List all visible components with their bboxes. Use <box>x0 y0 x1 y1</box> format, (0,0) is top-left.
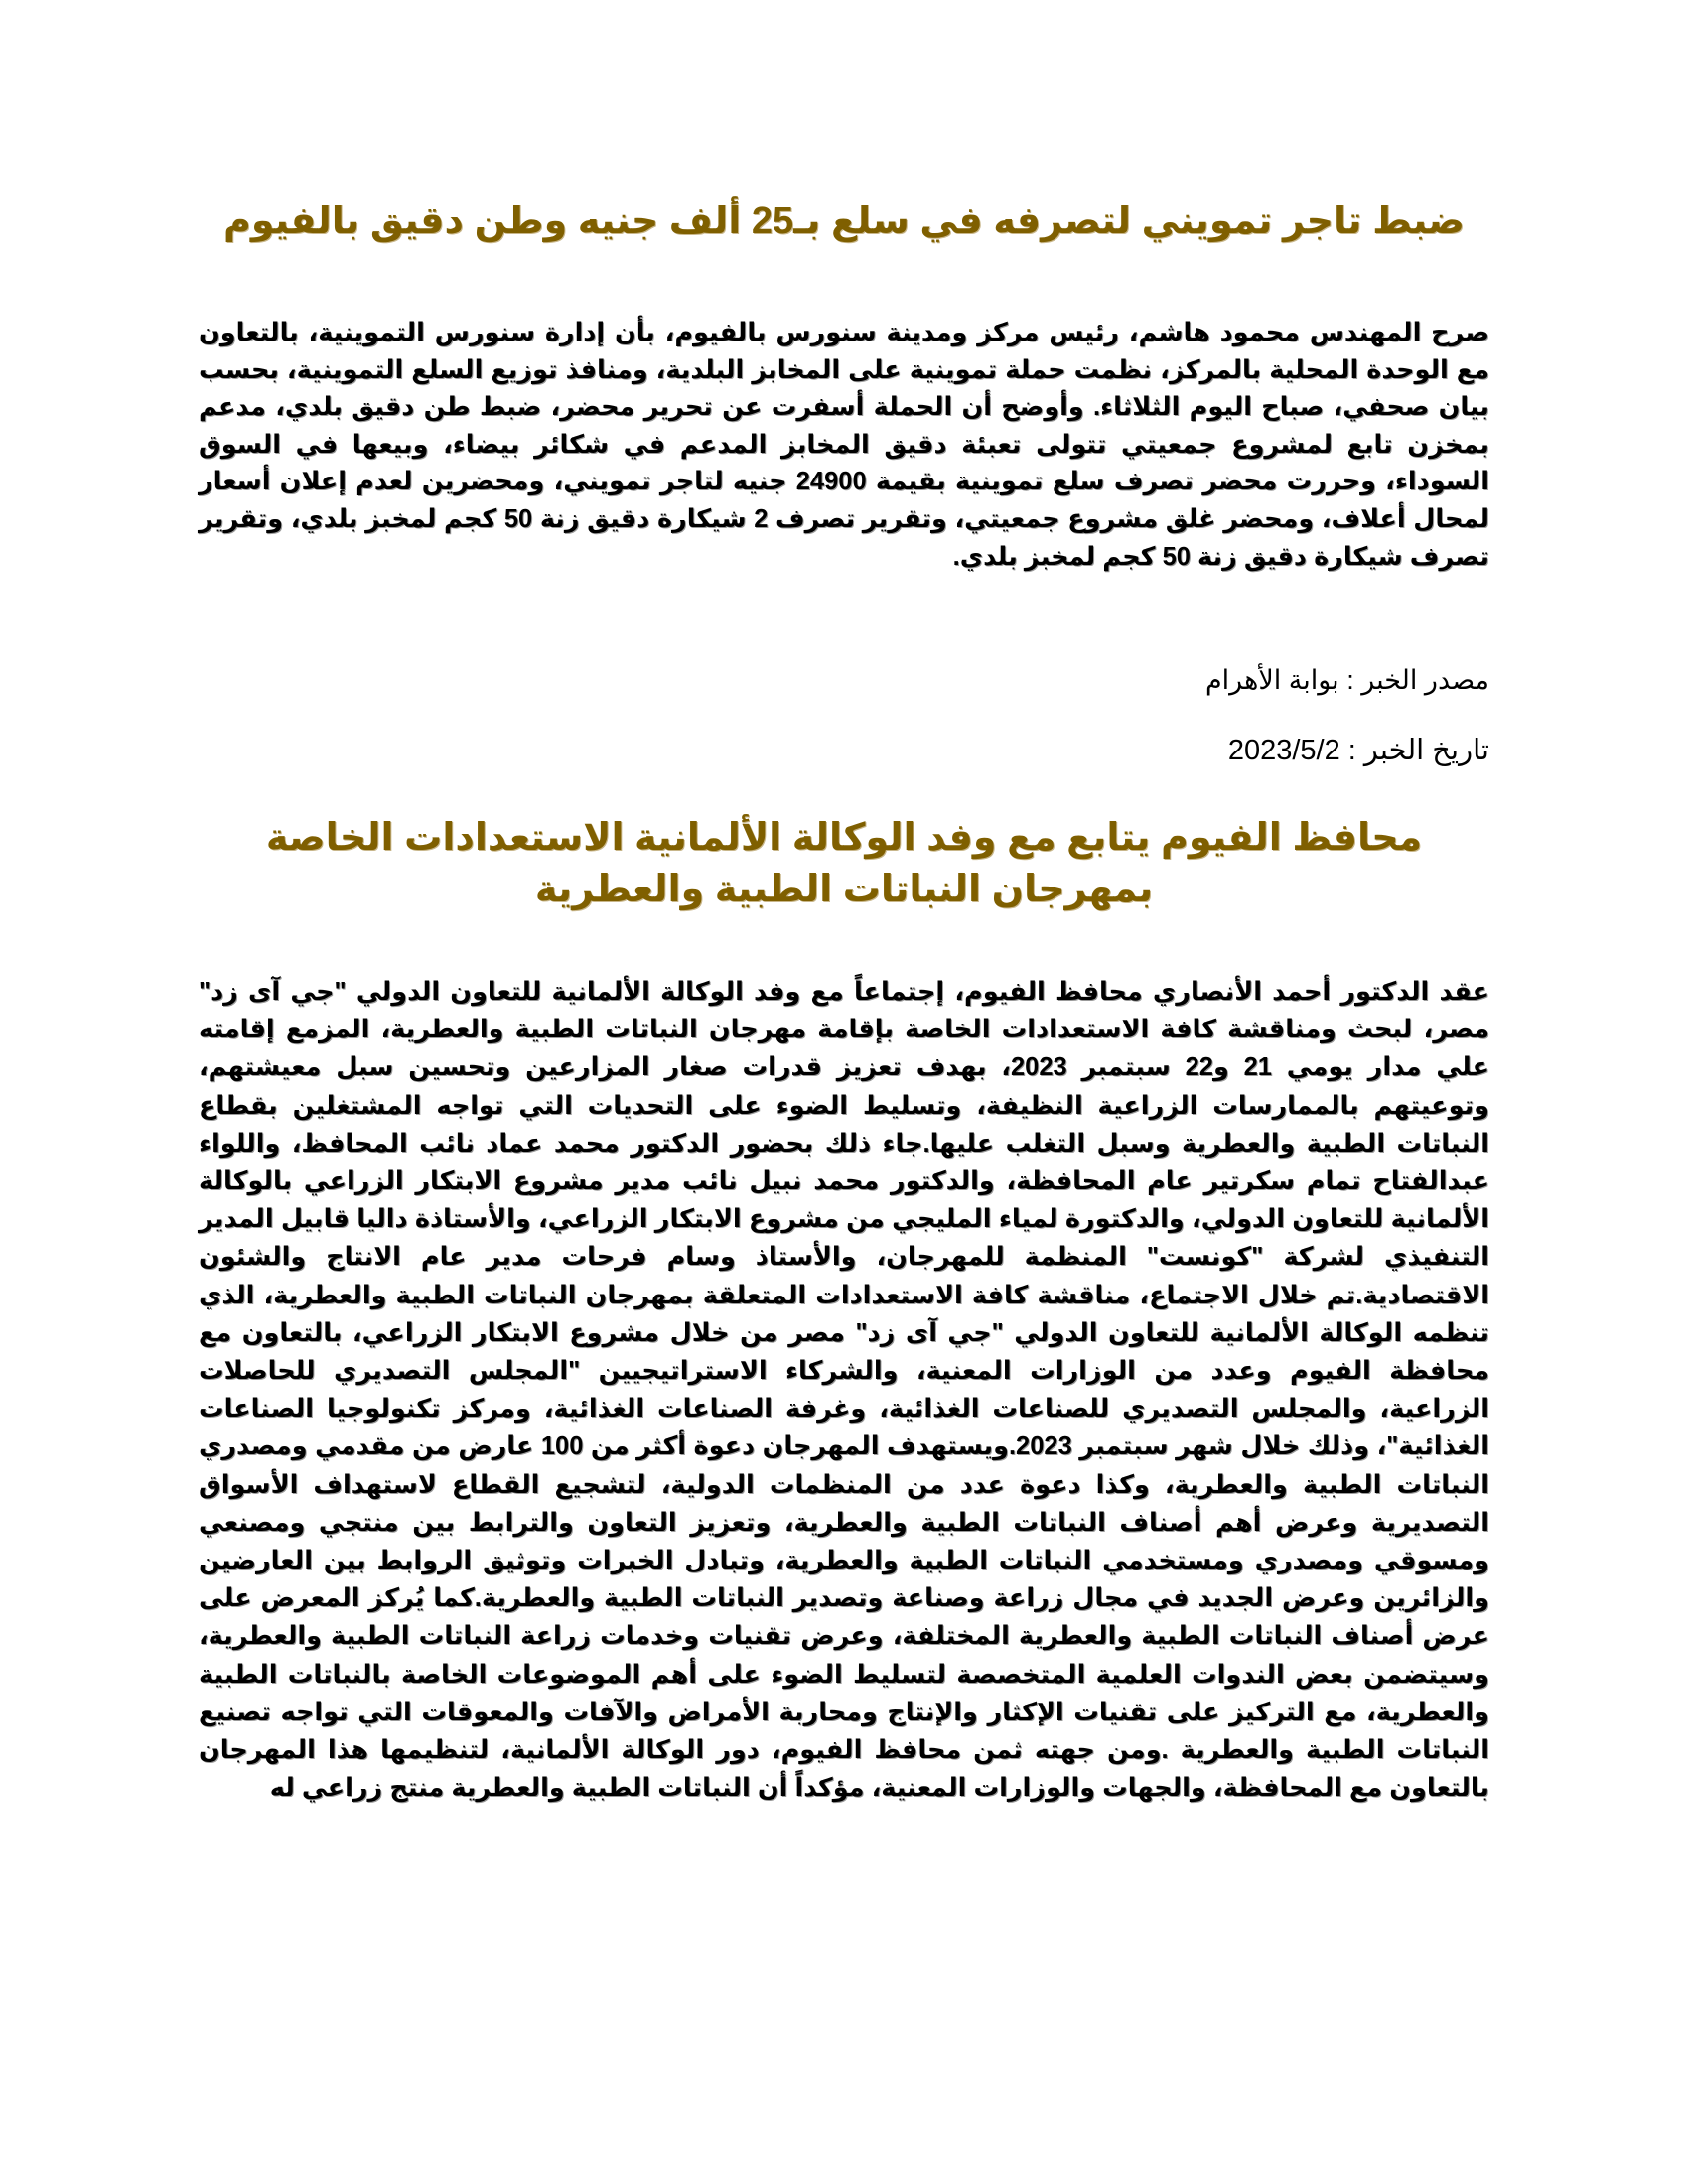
date-separator: : <box>1339 735 1364 766</box>
date-label: تاريخ الخبر <box>1363 735 1489 766</box>
article-1-headline: ضبط تاجر تمويني لتصرفه في سلع بـ25 ألف جنيه وطن دقيق بالفيوم <box>222 201 1465 242</box>
date-value: 2023/5/2 <box>1227 735 1340 766</box>
source-label: مصدر الخبر <box>1361 665 1489 695</box>
article-2-headline: محافظ الفيوم يتابع مع وفد الوكالة الألمانية الاستعدادات الخاصة بمهرجان النباتات الطبية والعطرية <box>265 817 1423 910</box>
source-separator: : <box>1338 665 1362 695</box>
article-1-body: صرح المهندس محمود هاشم، رئيس مركز ومدينة سنورس بالفيوم، بأن إدارة سنورس التموينية، بالتعاون مع الوحدة المحلية بالمركز، نظمت حملة تموينية على المخابز البلدية، ومنافذ توزيع السلع التموينية، بحسب بيان صحفي، صباح اليوم الثلاثاء. وأوضح أن الحملة أسفرت عن تحرير محضر، ضبط طن دقيق بلدي، مدعم بمخزن تابع لمشروع جمعيتي تتولى تعبئة دقيق المخابز المدعم في شكائر بيضاء، وبيعها في السوق السوداء، وحررت محضر تصرف سلع تموينية بقيمة 24900 جنيه لتاجر تمويني، ومحضرين لعدم إعلان أسعار لمحال أعلاف، ومحضر غلق مشروع جمعيتي، وتقرير تصرف 2 شيكارة دقيق زنة 50 كجم لمخبز بلدي، وتقرير تصرف شيكارة دقيق زنة 50 كجم لمخبز بلدي. <box>199 319 1490 571</box>
article-1-source <box>1205 665 1489 696</box>
article-2-body: عقد الدكتور أحمد الأنصاري محافظ الفيوم، إجتماعاً مع وفد الوكالة الألمانية للتعاون الدولي "جي آى زد" مصر، لبحث ومناقشة كافة الاستعدادات الخاصة بإقامة مهرجان النباتات الطبية والعطرية، المزمع إقامته علي مدار يومي 21 و22 سبتمبر 2023، بهدف تعزيز قدرات صغار المزارعين وتحسين سبل معيشتهم، وتوعيتهم بالممارسات الزراعية النظيفة، وتسليط الضوء على التحديات التي تواجه المشتغلين بقطاع النباتات الطبية والعطرية وسبل التغلب عليها.جاء ذلك بحضور الدكتور محمد عماد نائب المحافظ، واللواء عبدالفتاح تمام سكرتير عام المحافظة، والدكتور محمد نبيل نائب مدير مشروع الابتكار الزراعي بالوكالة الألمانية للتعاون الدولي، والدكتورة لمياء المليجي من مشروع الابتكار الزراعي، والأستاذة داليا قابيل المدير التنفيذي لشركة "كونست" المنظمة للمهرجان، والأستاذ وسام فرحات مدير عام الانتاج والشئون الاقتصادية.تم خلال الاجتماع، مناقشة كافة الاستعدادات المتعلقة بمهرجان النباتات الطبية والعطرية، الذي تنظمه الوكالة الألمانية للتعاون الدولي "جي آى زد" مصر من خلال مشروع الابتكار الزراعي، بالتعاون مع محافظة الفيوم وعدد من الوزارات المعنية، والشركاء الاستراتيجيين "المجلس التصديري للحاصلات الزراعية، والمجلس التصديري للصناعات الغذائية، وغرفة الصناعات الغذائية، ومركز تكنولوجيا الصناعات الغذائية"، وذلك خلال شهر سبتمبر 2023.ويستهدف المهرجان دعوة أكثر من 100 عارض من مقدمي ومصدري النباتات الطبية والعطرية، وكذا دعوة عدد من المنظمات الدولية، لتشجيع القطاع لاستهداف الأسواق التصديرية وعرض أهم أصناف النباتات الطبية والعطرية، وتعزيز التعاون والترابط بين منتجي ومصنعي ومسوقي ومصدري ومستخدمي النباتات الطبية والعطرية، وتبادل الخبرات وتوثيق الروابط بين العارضين والزائرين وعرض الجديد في مجال زراعة وصناعة وتصدير النباتات الطبية والعطرية.كما يُركز المعرض على عرض أصناف النباتات الطبية والعطرية المختلفة، وعرض تقنيات وخدمات زراعة النباتات الطبية والعطرية، وسيتضمن بعض الندوات العلمية المتخصصة لتسليط الضوء على أهم الموضوعات الخاصة بالنباتات الطبية والعطرية، مع التركيز على تقنيات الإكثار والإنتاج ومحاربة الأمراض والآفات والمعوقات التي تواجه تصنيع النباتات الطبية والعطرية .ومن جهته ثمن محافظ الفيوم، دور الوكالة الألمانية، لتنظيمها هذا المهرجان بالتعاون مع المحافظة، والجهات والوزارات المعنية، مؤكداً أن النباتات الطبية والعطرية منتج زراعي له <box>199 978 1490 1803</box>
article-1-date <box>1228 733 1489 767</box>
source-value: بوابة الأهرام <box>1204 665 1339 695</box>
